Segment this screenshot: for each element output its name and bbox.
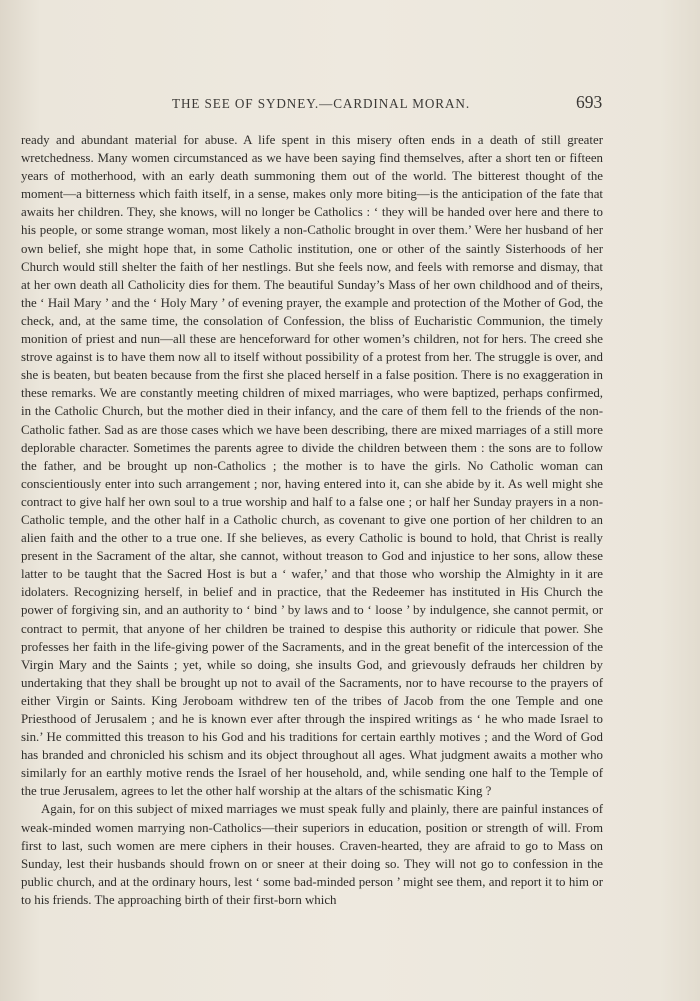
paragraph: Again, for on this subject of mixed marriages we must speak fully and plainly, there are painful instances of weak-minded women marrying non-Catholics—their superiors in education, position or strength of will. From first to last, such women are mere ciphers in their houses. Craven-hearted, they are afraid to go to Mass on Sunday, lest their husbands should frown on or sneer at their doing so. They will not go to confession in the public church, and at the ordinary hours, lest ‘ some bad-minded person ’ might see them, and report it to him or to his friends. The approaching birth of their first-born which [21, 802, 603, 907]
running-head [0, 92, 700, 116]
paragraph: ready and abundant material for abuse. A life spent in this misery often ends in a death of still greater wretchedness. Many women circumstanced as we have been saying find themselves, after a short ten or fifteen years of motherhood, with an early death summoning them out of the world. The bitterest thought of the moment—a bitterness which faith itself, in a sense, makes only more biting—is the anticipation of the fate that awaits her children. They, she knows, will no longer be Catholics : ‘ they will be handed over here and there to his people, or some strange woman, most likely a non-Catholic brought in over them.’ Were her husband of her own belief, she might hope that, in some Catholic institution, one or other of the saintly Sisterhoods of her Church would still shelter the faith of her nestlings. But she feels now, and feels with remorse and dismay, that at her own death all Catholicity dies for them. The beautiful Sunday’s Mass of her own childhood and of theirs, the ‘ Hail Mary ’ and the ‘ Holy Mary ’ of evening prayer, the example and protection of the Mother of God, the check, and, at the same time, the consolation of Confession, the bliss of Eucharistic Communion, the timely monition of priest and nun—all these are henceforward for other women’s children, not for hers. The creed she strove against is to have them now all to itself without possibility of a protest from her. The struggle is over, and she is beaten, but beaten because from the first she placed herself in a false position. There is no exaggeration in these remarks. We are constantly meeting children of mixed marriages, who were baptized, perhaps confirmed, in the Catholic Church, but the mother died in their infancy, and the care of them fell to the friends of the non-Catholic father. Sad as are those cases which we have been describing, there are mixed marriages of a still more deplorable character. Sometimes the parents agree to divide the children between them : the sons are to follow the father, and be brought up non-Catholics ; the mother is to have the girls. No Catholic woman can conscientiously enter into such arrangement ; nor, having entered into it, can she abide by it. As well might she contract to give half her own soul to a true worship and half to a false one ; or half her Sunday prayers in a non-Catholic temple, and the other half in a Catholic church, as covenant to give one portion of her children to an alien faith and the other to a true one. If she believes, as every Catholic is bound to hold, that Christ is really present in the Sacrament of the altar, she cannot, without treason to God and injustice to her sons, allow these latter to be taught that the Sacred Host is but a ‘ wafer,’ and that those who worship the Almighty in it are idolaters. Recognizing herself, in belief and in practice, that the Redeemer has instituted in His Church the power of forgiving sin, and an authority to ‘ bind ’ by laws and to ‘ loose ’ by indulgence, she cannot permit, or contract to permit, that anyone of her children be trained to despise this authority or ridicule that power. She professes her faith in the life-giving power of the Sacraments, and in the great benefit of the intercession of the Virgin Mary and the Saints ; yet, while so doing, she insults God, and grievously defrauds her children by undertaking that they shall be brought up not to avail of the Sacraments, nor to have recourse to the prayers of either Virgin or Saints. King Jeroboam withdrew ten of the tribes of Jacob from the one Temple and one Priesthood of Jerusalem ; and he is known ever after through the inspired writings as ‘ he who made Israel to sin.’ He committed this treason to his God and his traditions for certain earthly motives ; and the Word of God has branded and chronicled his schism and its object throughout all ages. What judgment awaits a mother who similarly for an earthly motive rends the Israel of her household, and, while sending one half to the Temple of the true Jerusalem, agrees to let the other half worship at the altars of the schismatic King ? [21, 133, 603, 799]
body-text [21, 131, 603, 909]
running-title: THE SEE OF SYDNEY.—CARDINAL MORAN. [172, 96, 471, 111]
page-number: 693 [576, 92, 603, 112]
